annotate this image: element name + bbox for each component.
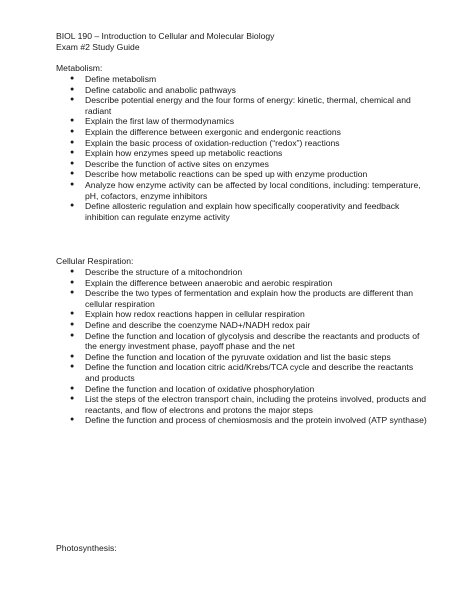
bullet-icon: ● xyxy=(70,331,75,339)
list-item: ● Explain the first law of thermodynamics xyxy=(70,116,235,127)
list-item: ● Explain the basic process of oxidation-reduction (“redox”) reactions xyxy=(70,137,340,148)
section-heading-photosynthesis: Photosynthesis: xyxy=(56,543,117,553)
list-item: ● Define catabolic and anabolic pathways xyxy=(70,84,236,95)
list-item: ● Define the function and location of glycolysis and describe the reactants and products of the energy investment phase, payoff phase and the net xyxy=(70,330,420,352)
course-title: BIOL 190 – Introduction to Cellular and Molecular Biology xyxy=(56,31,275,41)
bullet-icon: ● xyxy=(70,75,75,82)
bullet-icon: ● xyxy=(70,85,75,93)
bullet-icon: ● xyxy=(70,416,75,424)
bullet-icon: ● xyxy=(70,138,75,146)
bullet-icon: ● xyxy=(70,180,75,188)
cellular-respiration-list xyxy=(56,267,428,426)
bullet-icon: ● xyxy=(70,268,75,275)
list-item: ● Define allosteric regulation and explain how specifically cooperativity and feedback inhibition can regulate enzyme activity xyxy=(70,201,400,222)
bullet-icon: ● xyxy=(70,278,75,286)
list-item: ● Define the function and location of the pyruvate oxidation and list the basic steps xyxy=(70,351,391,362)
bullet-icon: ● xyxy=(70,159,75,167)
bullet-icon: ● xyxy=(70,320,75,328)
list-item: ● Analyze how enzyme activity can be affected by local conditions, including: temperature, pH, cofactors, enzyme inhibitors xyxy=(70,179,421,201)
section-heading-metabolism: Metabolism: xyxy=(56,63,103,73)
exam-title: Exam #2 Study Guide xyxy=(56,42,140,52)
list-item: ● Explain how enzymes speed up metabolic reactions xyxy=(70,148,283,159)
list-item: ● Explain how redox reactions happen in cellular respiration xyxy=(70,309,305,320)
list-item: ● Explain the difference between anaerobic and aerobic respiration xyxy=(70,277,333,288)
list-item: ● Describe the structure of a mitochondrion xyxy=(70,267,243,277)
bullet-icon: ● xyxy=(70,117,75,125)
bullet-icon: ● xyxy=(70,149,75,157)
bullet-icon: ● xyxy=(70,395,75,403)
list-item: ● Define the function and location of oxidative phosphorylation xyxy=(70,383,315,394)
list-item: ● Define and describe the coenzyme NAD+/NADH redox pair xyxy=(70,319,311,330)
list-item: ● Define the function and location citric acid/Krebs/TCA cycle and describe the reactants and products xyxy=(70,362,414,383)
bullet-icon: ● xyxy=(70,310,75,318)
list-item: ● Describe the function of active sites on enzymes xyxy=(70,158,269,169)
section-heading-cellular-respiration: Cellular Respiration: xyxy=(56,256,134,266)
bullet-icon: ● xyxy=(70,170,75,178)
list-item: ● Describe how metabolic reactions can be sped up with enzyme production xyxy=(70,169,368,180)
bullet-icon: ● xyxy=(70,363,75,371)
bullet-icon: ● xyxy=(70,96,75,104)
metabolism-list xyxy=(56,74,428,222)
list-item: ● List the steps of the electron transport chain, including the proteins involved, products and reactants, and flow of electrons and protons the major steps xyxy=(70,394,427,415)
list-item: ● Describe the two types of fermentation and explain how the products are different than cellular respiration xyxy=(70,288,414,309)
bullet-icon: ● xyxy=(70,384,75,392)
list-item: ● Define metabolism xyxy=(70,74,157,84)
bullet-icon: ● xyxy=(70,127,75,135)
bullet-icon: ● xyxy=(70,352,75,360)
bullet-icon: ● xyxy=(70,202,75,210)
bullet-icon: ● xyxy=(70,289,75,297)
list-item: ● Describe potential energy and the four forms of energy: kinetic, thermal, chemical and radiant xyxy=(70,95,411,116)
list-item: ● Define the function and process of chemiosmosis and the protein involved (ATP synthase) xyxy=(70,415,427,426)
list-item: ● Explain the difference between exergonic and endergonic reactions xyxy=(70,126,341,137)
